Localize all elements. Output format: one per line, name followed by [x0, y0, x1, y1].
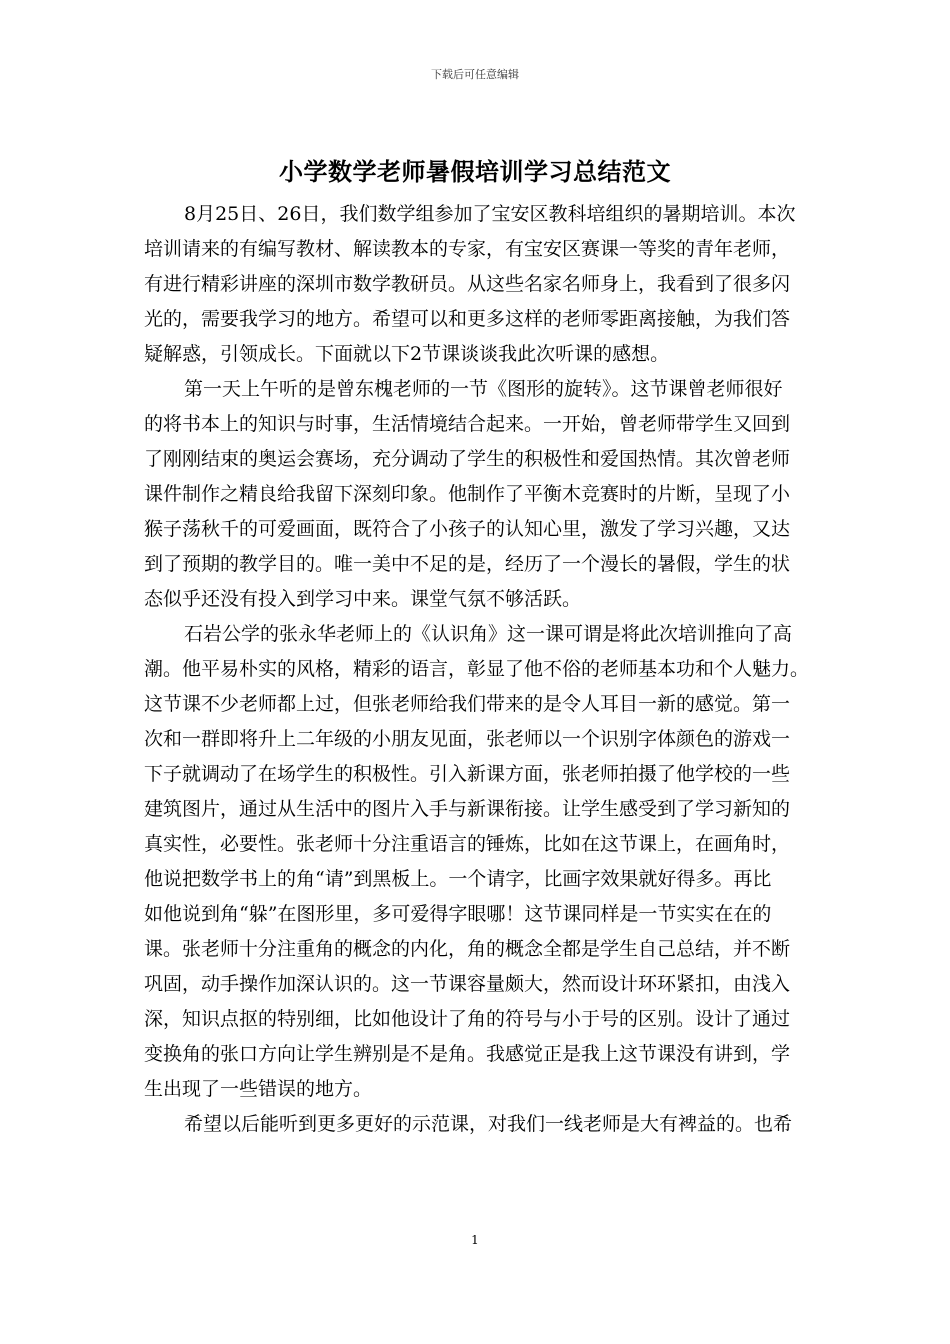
text-line: 光的，需要我学习的地方。希望可以和更多这样的老师零距离接触，为我们答	[144, 308, 791, 330]
paragraph-2	[144, 372, 808, 617]
text-line: 石岩公学的张永华老师上的《认识角》这一课可谓是将此次培训推向了高	[184, 623, 793, 645]
text-line: 次和一群即将升上二年级的小朋友见面，张老师以一个识别字体颜色的游戏一	[144, 728, 791, 750]
text-line: 有进行精彩讲座的深圳市数学教研员。从这些名家名师身上，我看到了很多闪	[144, 273, 791, 295]
paragraph-3	[144, 617, 808, 1107]
text-line: 如他说到角“躲”在图形里，多可爱得字眼哪！这节课同样是一节实实在在的	[144, 903, 772, 925]
text-line: 建筑图片，通过从生活中的图片入手与新课衔接。让学生感受到了学习新知的	[144, 798, 791, 820]
text-line: 的将书本上的知识与时事，生活情境结合起来。一开始，曾老师带学生又回到	[144, 413, 791, 435]
text-line: 疑解惑，引领成长。下面就以下2节课谈谈我此次听课的感想。	[144, 343, 670, 365]
text-line: 深，知识点抠的特别细，比如他设计了角的符号与小于号的区别。设计了通过	[144, 1008, 791, 1030]
text-line: 希望以后能听到更多更好的示范课，对我们一线老师是大有裨益的。也希	[184, 1113, 793, 1135]
document-title: 小学数学老师暑假培训学习总结范文	[279, 157, 671, 186]
text-line: 巩固，动手操作加深认识的。这一节课容量颇大，然而设计环环紧扣，由浅入	[144, 973, 791, 995]
text-line: 下子就调动了在场学生的积极性。引入新课方面，张老师拍摄了他学校的一些	[144, 763, 791, 785]
page-number: 1	[471, 1233, 479, 1247]
text-line: 课。张老师十分注重角的概念的内化，角的概念全都是学生自己总结，并不断	[144, 938, 791, 960]
text-line: 他说把数学书上的角“请”到黑板上。一个请字，比画字效果就好得多。再比	[144, 868, 772, 890]
text-line: 培训请来的有编写教材、解读教本的专家，有宝安区赛课一等奖的青年老师，	[144, 238, 791, 260]
text-line: 生出现了一些错误的地方。	[144, 1078, 373, 1100]
document-body	[144, 197, 808, 1142]
header-note: 下载后可任意编辑	[431, 68, 519, 81]
text-line: 8月25日、26日，我们数学组参加了宝安区教科培组织的暑期培训。本次	[184, 203, 796, 225]
text-line: 了刚刚结束的奥运会赛场，充分调动了学生的积极性和爱国热情。其次曾老师	[144, 448, 791, 470]
text-line: 到了预期的教学目的。唯一美中不足的是，经历了一个漫长的暑假，学生的状	[144, 553, 791, 575]
text-line: 这节课不少老师都上过，但张老师给我们带来的是令人耳目一新的感觉。第一	[144, 693, 791, 715]
text-line: 课件制作之精良给我留下深刻印象。他制作了平衡木竞赛时的片断，呈现了小	[144, 483, 791, 505]
text-line: 态似乎还没有投入到学习中来。课堂气氛不够活跃。	[144, 588, 582, 610]
text-line: 变换角的张口方向让学生辨别是不是角。我感觉正是我上这节课没有讲到，学	[144, 1043, 791, 1065]
text-line: 第一天上午听的是曾东槐老师的一节《图形的旋转》。这节课曾老师很好	[184, 378, 783, 400]
paragraph-1	[144, 197, 808, 372]
text-line: 真实性，必要性。张老师十分注重语言的锤炼，比如在这节课上，在画角时，	[144, 833, 791, 855]
paragraph-4	[144, 1107, 808, 1142]
text-line: 猴子荡秋千的可爱画面，既符合了小孩子的认知心里，激发了学习兴趣，又达	[144, 518, 791, 540]
text-line: 潮。他平易朴实的风格，精彩的语言，彰显了他不俗的老师基本功和个人魅力。	[144, 658, 810, 680]
